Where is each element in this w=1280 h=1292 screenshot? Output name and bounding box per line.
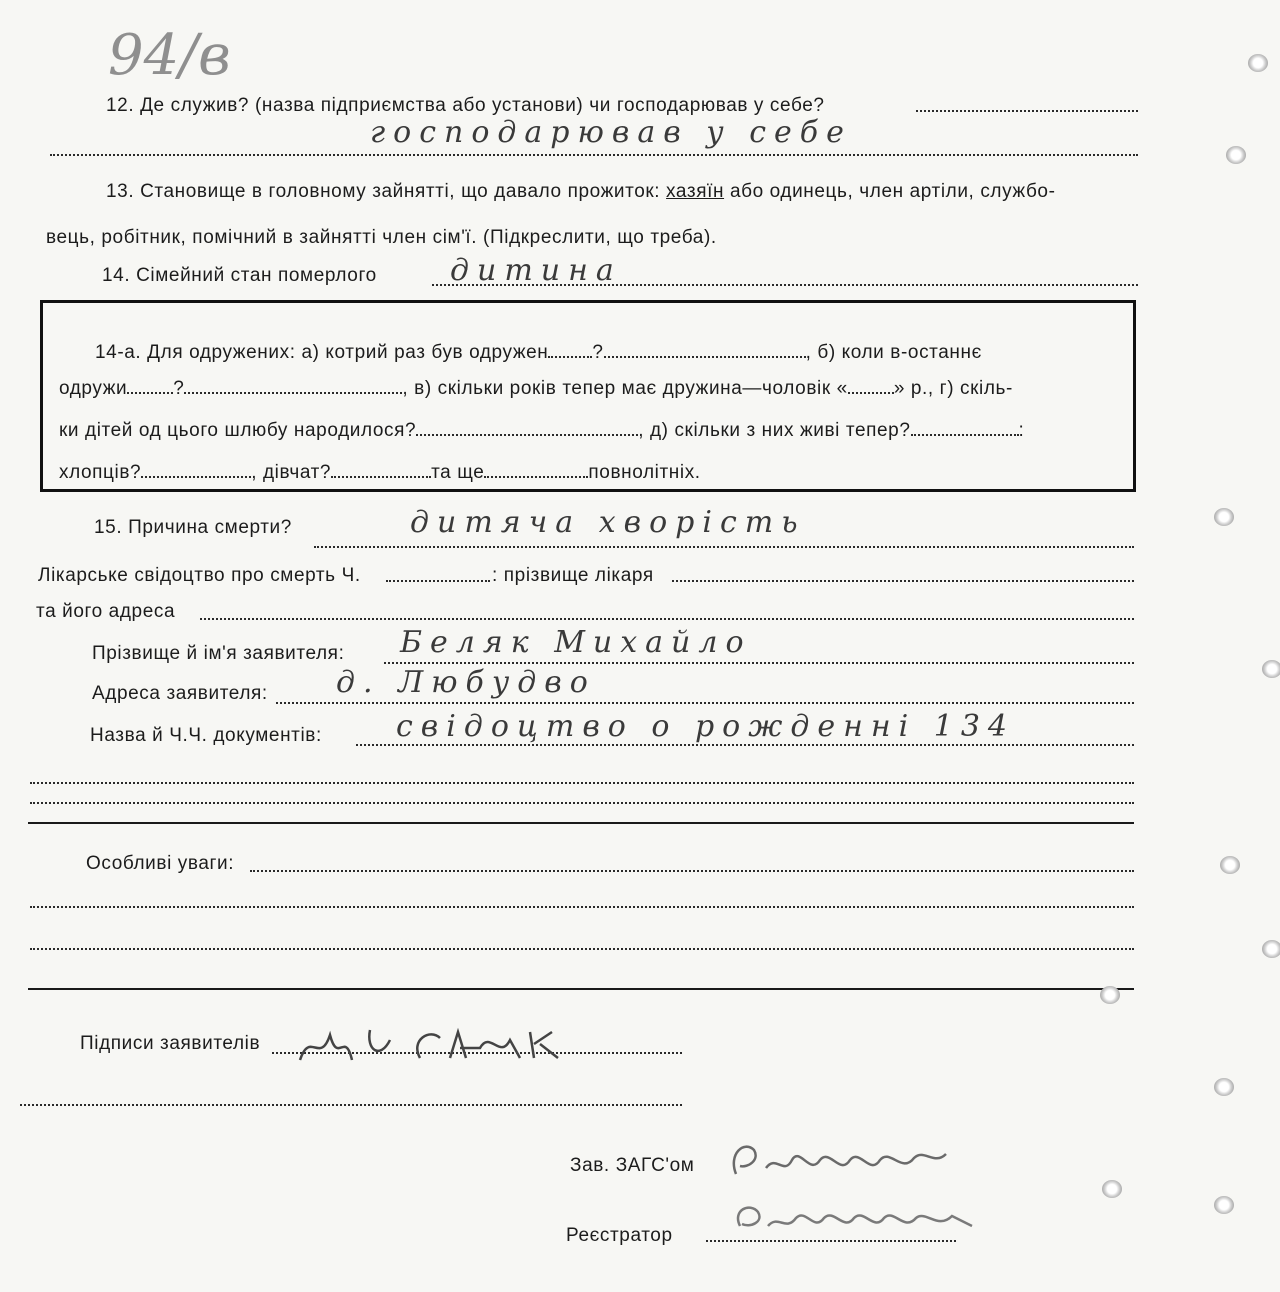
- q14a-l2-a: одружи: [59, 378, 128, 399]
- q12-line-1: [916, 110, 1138, 112]
- q14a-l4-a: хлопців?: [59, 462, 142, 483]
- q12-answer: господарював у себе: [370, 115, 852, 150]
- q14a-l1-field2: [604, 356, 806, 358]
- q14a-l4-d: повнолітніх.: [588, 462, 701, 483]
- q14a-l4-b: , дівчат?: [251, 462, 332, 483]
- doctor-line: [672, 580, 1134, 582]
- head-signature: [720, 1136, 960, 1184]
- applicant-address-label: Адреса заявителя:: [92, 683, 268, 704]
- q14a-l1-field: [548, 356, 592, 358]
- applicant-name-value: Беляк Михайло: [400, 625, 752, 660]
- applicant-signature: [290, 1010, 590, 1080]
- q15-answer: дитяча хворість: [410, 505, 806, 540]
- q14a-l3-field2: [911, 434, 1019, 436]
- q14a-l3-field: [416, 434, 638, 436]
- blank-line-2: [30, 802, 1134, 804]
- q13-suffix: або одинець, член артіли, службо-: [729, 181, 1056, 202]
- q14a-l2-b: , в) скільки років тепер має дружина—чоловік «: [402, 378, 848, 399]
- documents-label: Назва й Ч.Ч. документів:: [90, 725, 322, 746]
- notes-label: Особливі уваги:: [86, 853, 235, 874]
- registrar-signature: [726, 1196, 986, 1244]
- page-number-mark: 94/в: [108, 23, 231, 88]
- applicant-address-value: д. Любудво: [336, 665, 596, 700]
- registrar-label: Реєстратор: [566, 1225, 673, 1246]
- punch-hole: [1214, 508, 1234, 526]
- q12-label: 12. Де служив? (назва підприємства або установи) чи господарював у себе?: [106, 95, 825, 116]
- head-label: Зав. ЗАГС'ом: [570, 1155, 695, 1176]
- q13-selected: хазяїн: [666, 181, 725, 202]
- punch-hole: [1220, 856, 1240, 874]
- q14a-l4-field1: [141, 476, 251, 478]
- q14a-l1-b: , б) коли в-останнє: [805, 342, 982, 363]
- documents-line: [356, 744, 1134, 746]
- q14a-l1-a: 14-а. Для одружених: а) котрий раз був одружен: [95, 342, 549, 363]
- q12-line-2: [50, 154, 1138, 156]
- q14a-l2-c: » р., г) скіль-: [893, 378, 1013, 399]
- notes-line-1: [250, 870, 1134, 872]
- punch-hole: [1262, 940, 1280, 958]
- q14a-married-box: [40, 300, 1136, 492]
- medical-number-line: [386, 580, 490, 582]
- q14a-l2-field3: [848, 392, 894, 394]
- applicant-signature-label: Підписи заявителів: [80, 1033, 261, 1054]
- q13-line1: [106, 182, 1056, 201]
- section-divider-1: [28, 822, 1134, 824]
- q14-answer: дитина: [450, 253, 622, 288]
- doctor-address-line: [200, 618, 1134, 620]
- punch-hole: [1226, 146, 1246, 164]
- applicant-address-line: [276, 702, 1134, 704]
- q14a-line1: [95, 343, 982, 362]
- q14a-l2-q: ?: [173, 378, 185, 399]
- applicant-name-line: [384, 662, 1134, 664]
- notes-line-2: [30, 906, 1134, 908]
- q14a-line3: [59, 421, 1024, 440]
- documents-value: свідоцтво о рожденні 134: [396, 709, 1016, 744]
- q14a-l1-q: ?: [592, 342, 604, 363]
- q15-label: 15. Причина смерти?: [94, 517, 292, 538]
- doctor-label: : прізвище лікаря: [492, 565, 654, 586]
- punch-hole: [1214, 1078, 1234, 1096]
- blank-line-1: [30, 782, 1134, 784]
- punch-hole: [1248, 54, 1268, 72]
- q14a-l3-a: ки дітей од цього шлюбу народилося?: [59, 420, 417, 441]
- q13-line2: вець, робітник, помічний в зайнятті член сім'ї. (Підкреслити, що треба).: [46, 227, 717, 248]
- q14a-l4-c: та ще: [431, 462, 485, 483]
- applicant-name-label: Прізвище й ім'я заявителя:: [92, 643, 345, 664]
- q15-line: [314, 546, 1134, 548]
- punch-hole: [1214, 1196, 1234, 1214]
- q14a-line2: [59, 379, 1013, 398]
- q14a-l4-field2: [331, 476, 431, 478]
- q14a-l3-c: :: [1018, 420, 1025, 441]
- q14a-l3-b: , д) скільки з них живі тепер?: [638, 420, 911, 441]
- punch-hole: [1102, 1180, 1122, 1198]
- q14a-l4-field3: [484, 476, 588, 478]
- punch-hole: [1100, 986, 1120, 1004]
- q14-label: 14. Сімейний стан померлого: [102, 265, 377, 286]
- doctor-address-label: та його адреса: [36, 601, 176, 622]
- punch-hole: [1262, 660, 1280, 678]
- q14a-l2-field: [127, 392, 173, 394]
- q13-prefix: 13. Становище в головному зайнятті, що давало прожиток:: [106, 181, 661, 202]
- notes-line-3: [30, 948, 1134, 950]
- section-divider-2: [28, 988, 1134, 990]
- medical-label: Лікарське свідоцтво про смерть Ч.: [38, 565, 361, 586]
- q14a-line4: [59, 463, 701, 482]
- q14a-l2-field2: [184, 392, 402, 394]
- applicant-signature-line-2: [20, 1104, 682, 1106]
